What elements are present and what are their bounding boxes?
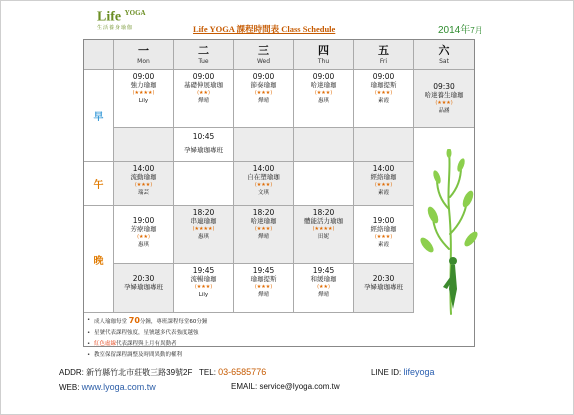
period-evening: 晚 bbox=[84, 206, 114, 313]
day-header-sat: 六 Sat bbox=[414, 40, 474, 70]
class-slot[interactable]: 14:00 流動瑜珈 (★★★) 瑞芸 bbox=[114, 162, 174, 206]
class-slot[interactable]: 14:00 經絡瑜珈 (★★★) 素霞 bbox=[354, 162, 414, 206]
day-header-tue: 二 Tue bbox=[174, 40, 234, 70]
class-slot[interactable]: 19:45 流暢瑜珈 (★★★) Lily bbox=[174, 264, 234, 313]
phone-number[interactable]: 03-6585776 bbox=[218, 367, 267, 377]
note-item: • 星號代表課程強度，星號越多代表強度越強 bbox=[84, 328, 474, 339]
note-item: • 成人瑜珈每堂 70分鐘，專班課程每堂60分鐘 bbox=[84, 315, 474, 328]
empty-slot bbox=[294, 162, 354, 206]
empty-slot bbox=[234, 128, 294, 162]
footer-web-line: WEB: www.lyoga.com.tw bbox=[59, 382, 156, 392]
website-link[interactable]: www.lyoga.com.tw bbox=[81, 382, 156, 392]
class-slot[interactable]: 09:30 哈達養生瑜珈 (★★★) 品涵 bbox=[414, 70, 474, 128]
class-slot[interactable]: 09:00 瑜珈提斯 (★★★) 素霞 bbox=[354, 70, 414, 128]
brand-suffix: YOGA bbox=[124, 9, 146, 17]
class-slot[interactable]: 09:00 節奏瑜珈 (★★★) 燁晴 bbox=[234, 70, 294, 128]
class-slot[interactable]: 09:00 強力瑜珈 (★★★★) Lily bbox=[114, 70, 174, 128]
class-slot[interactable]: 18:20 體能活力瑜珈 (★★★★) 田妮 bbox=[294, 206, 354, 264]
yoga-plant-illustration bbox=[413, 149, 483, 319]
note-item: • 紅色虛線代表課程與上月有異動者 bbox=[84, 339, 474, 350]
brand-logo bbox=[97, 9, 146, 31]
note-item: • 教室保留課程調整及時間異動的權利 bbox=[84, 350, 474, 361]
footer-line-id: LINE ID: lifeyoga bbox=[371, 367, 435, 377]
day-header-thu: 四 Thu bbox=[294, 40, 354, 70]
class-slot[interactable]: 18:20 哈達瑜珈 (★★★) 燁晴 bbox=[234, 206, 294, 264]
class-slot[interactable]: 19:45 和緩瑜珈 (★★) 燁晴 bbox=[294, 264, 354, 313]
brand-tagline: 生活養身瑜伽 bbox=[97, 24, 134, 31]
class-slot[interactable]: 10:45 孕婦瑜珈專班 bbox=[174, 128, 234, 162]
day-header-wed: 三 Wed bbox=[234, 40, 294, 70]
period-afternoon: 午 bbox=[84, 162, 114, 206]
address-text: 新竹縣竹北市莊敬三路39號2F bbox=[86, 368, 193, 377]
class-slot[interactable]: 09:00 哈達瑜珈 (★★★) 惠琪 bbox=[294, 70, 354, 128]
empty-slot bbox=[114, 128, 174, 162]
class-slot[interactable]: 14:00 自在塑瑜珈 (★★★) 文琪 bbox=[234, 162, 294, 206]
class-slot[interactable]: 20:30 孕婦瑜珈專班 bbox=[354, 264, 414, 313]
empty-slot bbox=[294, 128, 354, 162]
line-id[interactable]: lifeyoga bbox=[403, 367, 435, 377]
footer-address-line: ADDR: 新竹縣竹北市莊敬三路39號2F TEL: 03-6585776 bbox=[59, 367, 267, 377]
class-slot[interactable]: 19:00 芳療瑜珈 (★★) 惠琪 bbox=[114, 206, 174, 264]
day-header-mon: 一 Mon bbox=[114, 40, 174, 70]
day-header-fri: 五 Fri bbox=[354, 40, 414, 70]
empty-slot bbox=[174, 162, 234, 206]
email-link[interactable]: service@lyoga.com.tw bbox=[259, 382, 340, 391]
class-slot[interactable]: 19:45 瑜珈提斯 (★★★) 燁晴 bbox=[234, 264, 294, 313]
schedule-date: 2014年7月 bbox=[438, 25, 483, 36]
period-morning: 早 bbox=[84, 70, 114, 162]
class-slot[interactable]: 18:20 串連瑜珈 (★★★★) 惠琪 bbox=[174, 206, 234, 264]
empty-slot bbox=[354, 128, 414, 162]
class-slot[interactable]: 09:00 基礎伸展瑜珈 (★★) 燁晴 bbox=[174, 70, 234, 128]
class-slot[interactable]: 20:30 孕婦瑜珈專班 bbox=[114, 264, 174, 313]
schedule-notes bbox=[84, 315, 474, 361]
corner-cell bbox=[84, 40, 114, 70]
brand-name: Life bbox=[97, 9, 122, 25]
page-title: Life YOGA 課程時間表 Class Schedule bbox=[193, 24, 336, 34]
class-slot[interactable]: 19:00 經絡瑜珈 (★★★) 素霞 bbox=[354, 206, 414, 264]
footer-email-line: EMAIL: service@lyoga.com.tw bbox=[231, 382, 340, 391]
